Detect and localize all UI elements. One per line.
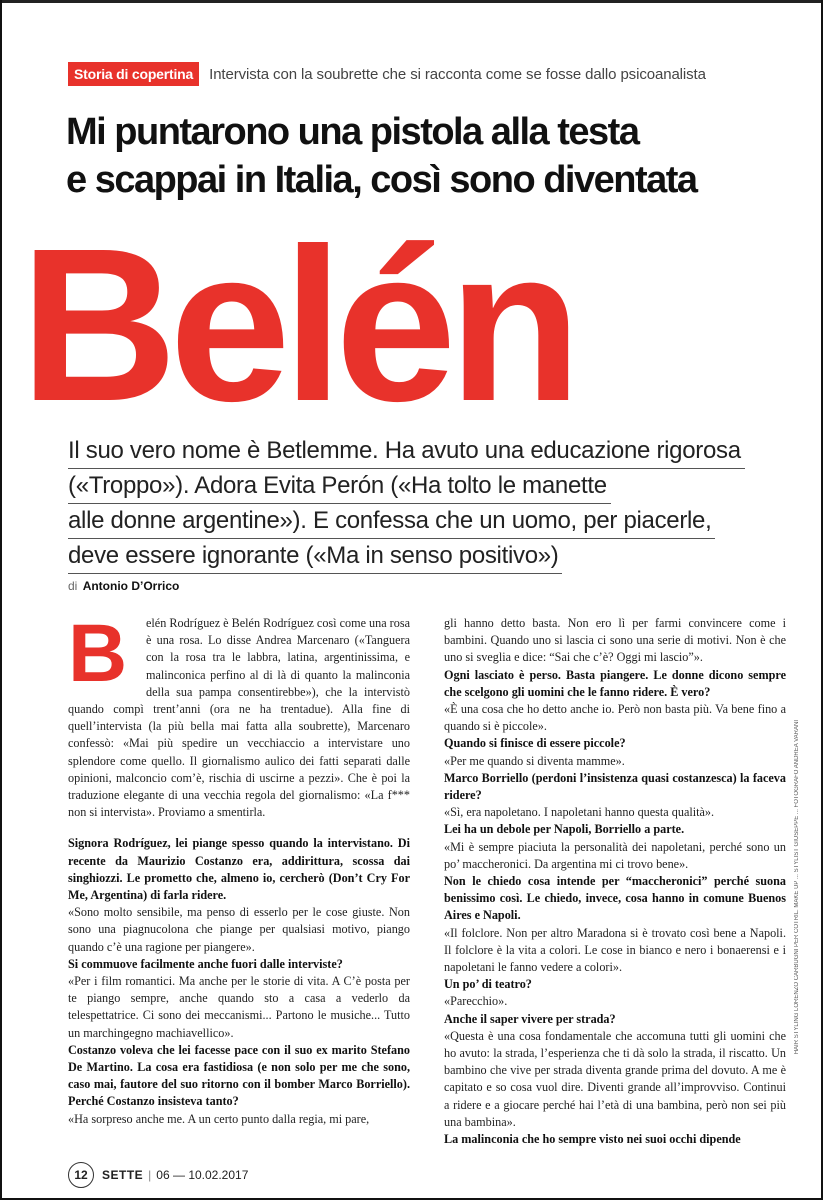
issue-date: 06 — 10.02.2017 [156, 1168, 249, 1182]
intro-paragraph: elén Rodríguez è Belén Rodríguez così come una rosa è una rosa. Lo disse Andrea Marcenaro («Tanguera con la rosa tra le labbra, latina, argentinissima, e malinconica perfino al di là di quanto la malinconia della sua pampa consentirebbe»), che la intervistò quando compì trent’anni (ora ne ha trentadue). Alla fine di quell’intervista (la più bella mai fatta alla soubrette), Marcenaro confessò: «Mai più spedire un vecchiaccio a intervistare uno splendore come quello. Il giornalismo aulico dei fatti separati dalle opinioni, malconcio com’è, rischia di uscirne a pezzi». Che è poi la traduzione elegante di una vecchia regola del giornalismo: «La f*** non si intervista». Proviamo a smentirla. [68, 616, 410, 820]
footer-separator: | [148, 1168, 152, 1182]
drop-cap: B [68, 608, 128, 699]
answer: «Mi è sempre piaciuta la personalità dei napoletani, perché sono un po’ maccheronici. Da argentina mi ci trovo bene». [444, 839, 786, 871]
article-column-1 [68, 608, 410, 1128]
answer: «Per me quando si diventa mamme». [444, 753, 625, 768]
answer: «Questa è una cosa fondamentale che accomuna tutti gli uomini che ho avuto: la strada, l’esperienza che ti dà solo la strada, il riscatto. Un bambino che vive per strada diventa grande prima del dovuto. A me è capitato e so cosa vuol dire. Diventi grande all’improvviso. Continui a ridere e a giocare perché hai l’età di una bambina, però non sei più una bambina». [444, 1028, 786, 1129]
answer: «Per i film romantici. Ma anche per le storie di vita. A C’è posta per te piango sempre, anche quando sto a casa a vederlo da telespettatrice. Ci sono dei meccanismi... Partono le musiche... Tutto un marchingegno machiavellico». [68, 974, 410, 1040]
page-footer [68, 1162, 248, 1188]
section-tag: Storia di copertina [68, 62, 199, 86]
answer: «Ha sorpreso anche me. A un certo punto dalla regia, mi pare, [68, 1111, 370, 1126]
question: Non le chiedo cosa intende per “maccheronici” perché suona benissimo così. Le chiedo, invece, cosa hanno in comune Buenos Aires e Napoli. [444, 874, 786, 923]
cover-name: Belén [20, 204, 574, 447]
answer: «Sì, era napoletano. I napoletani hanno questa qualità». [444, 805, 715, 820]
question: Signora Rodríguez, lei piange spesso quando la intervistano. Di recente da Maurizio Costanzo era, addirittura, scossa dai singhiozzi. Le prometto che, almeno io, cercherò (Don’t Cry For Me, Argentina) di farla ridere. [68, 836, 410, 903]
deck-line: alle donne argentine»). E confessa che un uomo, per piacerle, [68, 504, 715, 539]
deck-line: («Troppo»). Adora Evita Perón («Ha tolto le manette [68, 469, 611, 504]
answer: gli hanno detto basta. Non ero lì per farmi convincere come i bambini. Quando uno si lascia ci sono una serie di motivi. Non è che uno si sveglia e dice: “Sai che c’è? Oggi mi lascio”». [444, 616, 786, 665]
answer: «Il folclore. Non per altro Maradona si è trovato così bene a Napoli. Il folclore è la vita a colori. Le cose in bianco e nero i bonaerensi e i napoletani le fanno vedere a colori». [444, 925, 786, 975]
headline-line-1: Mi puntarono una pistola alla testa [66, 111, 639, 153]
question: Marco Borriello (perdoni l’insistenza quasi costanzesca) la faceva ridere? [444, 770, 786, 803]
photo-credits [788, 720, 806, 1055]
answer: «Parecchio». [444, 994, 508, 1009]
article-column-2 [444, 615, 786, 1148]
question: Ogni lasciato è perso. Basta piangere. Le donne dicono sempre che scelgono gli uomini che le fanno ridere. È vero? [444, 667, 786, 699]
question: Quando si finisce di essere piccole? [444, 736, 626, 751]
question: Si commuove facilmente anche fuori dalle interviste? [68, 956, 343, 971]
kicker-subtitle: Intervista con la soubrette che si racconta come se fosse dallo psicoanalista [209, 65, 706, 83]
kicker [68, 62, 706, 86]
headline-line-2: e scappai in Italia, così sono diventata [66, 159, 697, 201]
page-number: 12 [68, 1162, 94, 1188]
byline-prefix: di [68, 579, 78, 593]
deck [68, 434, 758, 574]
byline [68, 579, 179, 593]
headline [66, 108, 697, 204]
answer: «È una cosa che ho detto anche io. Però non basta più. Va bene fino a quando si è piccole». [444, 702, 786, 734]
magazine-name: SETTE [102, 1168, 144, 1182]
top-border [2, 0, 821, 3]
deck-line: deve essere ignorante («Ma in senso positivo») [68, 539, 562, 574]
question: Un po’ di teatro? [444, 977, 532, 992]
question: Anche il saper vivere per strada? [444, 1011, 616, 1026]
photo-credits-text: HAIR STYLING LORENZO CARBUGNI PER COTRIL. MAKE UP ... STYLIST GIUSEPPE ... FOTOGRAFO ANDREA VARANI [794, 720, 800, 1055]
question: La malinconia che ho sempre visto nei suoi occhi dipende [444, 1132, 741, 1147]
question: Costanzo voleva che lei facesse pace con il suo ex marito Stefano De Martino. La cosa era fastidiosa (e non solo per me che sono, caso mai, fautore del suo ritorno con il bomber Marco Borriello). Perché Costanzo insisteva tanto? [68, 1042, 410, 1109]
author-name: Antonio D’Orrico [82, 579, 180, 593]
deck-line: Il suo vero nome è Betlemme. Ha avuto una educazione rigorosa [68, 434, 745, 469]
question: Lei ha un debole per Napoli, Borriello a parte. [444, 822, 685, 837]
answer: «Sono molto sensibile, ma penso di esserlo per le cose giuste. Non sono una piagnucolona che piange per qualsiasi motivo, piango quando c’è una ragione per piangere». [68, 905, 410, 954]
